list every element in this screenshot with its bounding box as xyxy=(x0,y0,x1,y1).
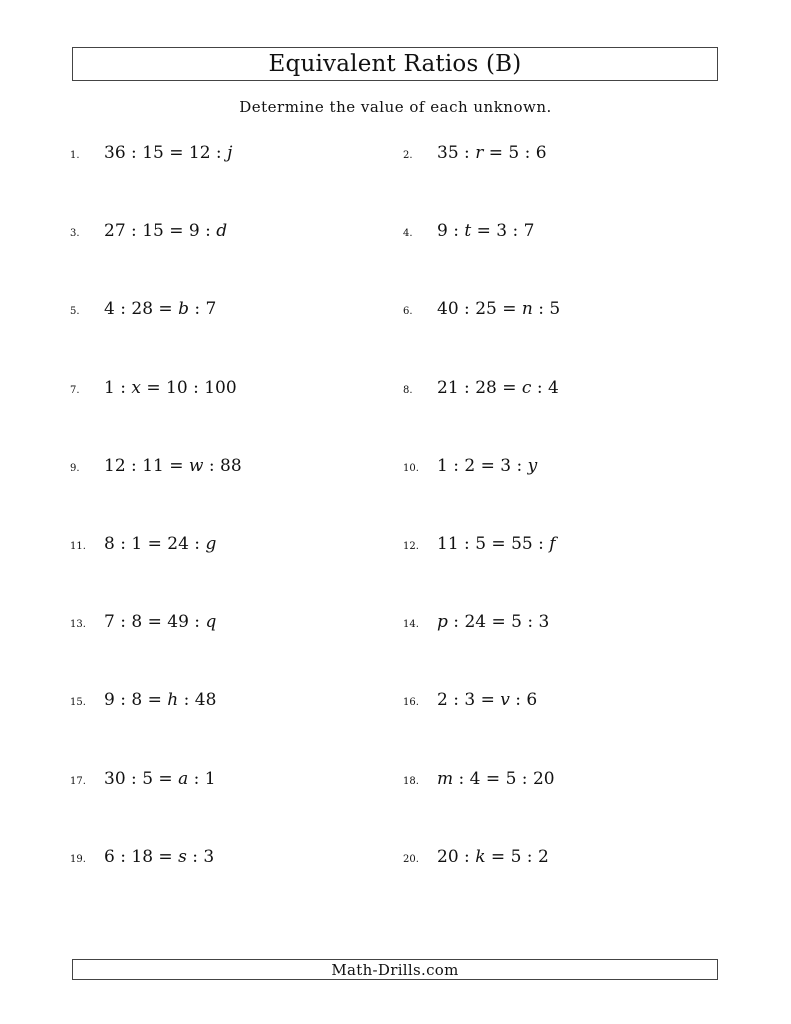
page-title: Equivalent Ratios (B) xyxy=(268,51,522,77)
ratio-equation xyxy=(437,221,534,241)
ratio-term: 7 xyxy=(104,612,115,632)
equals-sign: = xyxy=(485,847,511,867)
ratio-term: 5 xyxy=(505,769,517,789)
ratio-term: 3 xyxy=(496,221,508,241)
problem-item xyxy=(403,221,534,245)
unknown-variable: d xyxy=(216,221,228,241)
ratio-colon: : xyxy=(458,534,476,554)
ratio-colon: : xyxy=(447,221,465,241)
unknown-variable: w xyxy=(188,456,204,476)
ratio-colon: : xyxy=(521,612,539,632)
ratio-term: 5 xyxy=(510,847,522,867)
problem-number: 1. xyxy=(70,150,80,161)
ratio-colon: : xyxy=(114,612,132,632)
equals-sign: = xyxy=(163,221,189,241)
problem-number: 10. xyxy=(403,463,419,474)
ratio-colon: : xyxy=(178,690,195,710)
ratio-term: 7 xyxy=(205,299,217,319)
ratio-term: 10 xyxy=(166,378,188,398)
ratio-equation xyxy=(104,221,227,241)
ratio-term: 4 xyxy=(104,299,115,319)
ratio-colon: : xyxy=(125,221,143,241)
equals-sign: = xyxy=(480,769,506,789)
ratio-colon: : xyxy=(531,378,548,398)
ratio-colon: : xyxy=(532,299,550,319)
ratio-term: 11 xyxy=(142,456,164,476)
ratio-term: 3 xyxy=(500,456,512,476)
ratio-equation xyxy=(104,534,216,554)
equals-sign: = xyxy=(153,769,179,789)
ratio-term: 9 xyxy=(437,221,448,241)
problem-item xyxy=(70,299,216,323)
unknown-variable: x xyxy=(131,378,141,398)
ratio-term: 20 xyxy=(437,847,459,867)
ratio-term: 48 xyxy=(194,690,217,710)
ratio-term: 5 xyxy=(142,769,154,789)
equals-sign: = xyxy=(483,143,509,163)
ratio-term: 1 xyxy=(104,378,115,398)
ratio-colon: : xyxy=(114,847,132,867)
ratio-colon: : xyxy=(125,769,143,789)
equals-sign: = xyxy=(486,534,512,554)
ratio-colon: : xyxy=(453,769,470,789)
ratio-term: 9 xyxy=(104,690,115,710)
unknown-variable: c xyxy=(521,378,532,398)
problem-number: 9. xyxy=(70,463,80,474)
unknown-variable: p xyxy=(437,612,448,632)
equals-sign: = xyxy=(163,143,189,163)
problem-number: 15. xyxy=(70,697,86,708)
ratio-term: 3 xyxy=(464,690,476,710)
ratio-term: 28 xyxy=(131,299,154,319)
problem-item xyxy=(403,299,560,323)
problem-number: 20. xyxy=(403,854,419,865)
unknown-variable: h xyxy=(167,690,179,710)
ratio-colon: : xyxy=(114,378,132,398)
unknown-variable: t xyxy=(464,221,472,241)
ratio-colon: : xyxy=(521,847,538,867)
problem-number: 12. xyxy=(403,541,419,552)
ratio-equation xyxy=(437,299,560,319)
ratio-equation xyxy=(104,378,237,398)
ratio-term: 6 xyxy=(526,690,538,710)
unknown-variable: a xyxy=(178,769,189,789)
ratio-term: 49 xyxy=(167,612,189,632)
equals-sign: = xyxy=(142,690,168,710)
ratio-term: 1 xyxy=(131,534,143,554)
ratio-colon: : xyxy=(532,534,550,554)
ratio-colon: : xyxy=(188,769,205,789)
problem-number: 8. xyxy=(403,385,413,396)
ratio-equation xyxy=(437,769,555,789)
equals-sign: = xyxy=(471,221,497,241)
ratio-term: 2 xyxy=(437,690,448,710)
problem-item xyxy=(403,143,547,167)
problem-number: 19. xyxy=(70,854,86,865)
ratio-colon: : xyxy=(187,378,205,398)
problem-item xyxy=(70,690,216,714)
ratio-term: 100 xyxy=(204,378,237,398)
problem-item xyxy=(70,221,227,245)
problem-number: 7. xyxy=(70,385,80,396)
ratio-term: 36 xyxy=(104,143,126,163)
ratio-equation xyxy=(437,534,556,554)
ratio-equation xyxy=(104,299,216,319)
unknown-variable: v xyxy=(500,690,510,710)
ratio-term: 1 xyxy=(437,456,448,476)
ratio-term: 8 xyxy=(131,690,143,710)
ratio-equation xyxy=(104,456,242,476)
ratio-equation xyxy=(437,456,537,476)
ratio-term: 5 xyxy=(549,299,561,319)
ratio-colon: : xyxy=(186,847,204,867)
unknown-variable: m xyxy=(437,769,454,789)
ratio-term: 6 xyxy=(104,847,115,867)
ratio-colon: : xyxy=(125,456,143,476)
ratio-colon: : xyxy=(458,143,476,163)
problem-number: 16. xyxy=(403,697,419,708)
unknown-variable: s xyxy=(178,847,187,867)
problem-item xyxy=(403,378,559,402)
ratio-term: 2 xyxy=(464,456,476,476)
ratio-colon: : xyxy=(188,612,206,632)
ratio-term: 20 xyxy=(532,769,555,789)
equals-sign: = xyxy=(163,456,189,476)
equals-sign: = xyxy=(496,378,522,398)
ratio-term: 21 xyxy=(437,378,459,398)
equals-sign: = xyxy=(153,299,179,319)
problem-number: 5. xyxy=(70,306,80,317)
footer-box xyxy=(72,959,718,980)
ratio-term: 24 xyxy=(464,612,487,632)
ratio-term: 11 xyxy=(437,534,459,554)
ratio-term: 40 xyxy=(437,299,459,319)
ratio-term: 15 xyxy=(142,221,164,241)
footer-credit: Math-Drills.com xyxy=(331,960,459,979)
unknown-variable: n xyxy=(521,299,533,319)
problem-item xyxy=(70,378,237,402)
ratio-term: 4 xyxy=(547,378,559,398)
problem-number: 3. xyxy=(70,228,80,239)
ratio-term: 27 xyxy=(104,221,126,241)
ratio-term: 28 xyxy=(475,378,497,398)
ratio-term: 15 xyxy=(142,143,164,163)
unknown-variable: r xyxy=(475,143,484,163)
problem-number: 18. xyxy=(403,776,419,787)
ratio-colon: : xyxy=(203,456,220,476)
problem-item xyxy=(403,690,537,714)
ratio-term: 3 xyxy=(538,612,550,632)
ratio-equation xyxy=(437,847,549,867)
problem-number: 14. xyxy=(403,619,419,630)
ratio-term: 5 xyxy=(511,612,522,632)
problem-number: 13. xyxy=(70,619,86,630)
instructions: Determine the value of each unknown. xyxy=(239,98,552,116)
equals-sign: = xyxy=(153,847,179,867)
problem-item xyxy=(70,612,216,636)
equals-sign: = xyxy=(475,456,501,476)
equals-sign: = xyxy=(142,534,168,554)
ratio-colon: : xyxy=(188,299,206,319)
ratio-colon: : xyxy=(507,221,524,241)
equals-sign: = xyxy=(142,612,168,632)
ratio-term: 2 xyxy=(537,847,549,867)
unknown-variable: b xyxy=(178,299,189,319)
problem-item xyxy=(70,769,216,793)
ratio-term: 8 xyxy=(104,534,115,554)
ratio-colon: : xyxy=(199,221,217,241)
ratio-term: 1 xyxy=(204,769,216,789)
problem-number: 11. xyxy=(70,541,86,552)
ratio-colon: : xyxy=(458,299,476,319)
problem-item xyxy=(403,769,555,793)
unknown-variable: k xyxy=(475,847,486,867)
problem-number: 4. xyxy=(403,228,413,239)
unknown-variable: y xyxy=(527,456,538,476)
ratio-term: 6 xyxy=(535,143,547,163)
ratio-term: 24 xyxy=(167,534,189,554)
ratio-term: 4 xyxy=(469,769,481,789)
ratio-term: 18 xyxy=(131,847,154,867)
ratio-term: 25 xyxy=(475,299,497,319)
ratio-term: 3 xyxy=(203,847,215,867)
ratio-term: 7 xyxy=(523,221,535,241)
ratio-term: 8 xyxy=(131,612,143,632)
problem-item xyxy=(403,847,549,871)
ratio-term: 30 xyxy=(104,769,126,789)
unknown-variable: f xyxy=(549,534,556,554)
problem-item xyxy=(70,534,216,558)
ratio-colon: : xyxy=(188,534,206,554)
unknown-variable: q xyxy=(205,612,217,632)
ratio-colon: : xyxy=(447,612,465,632)
problem-item xyxy=(403,612,549,636)
ratio-term: 5 xyxy=(475,534,487,554)
ratio-equation xyxy=(437,612,549,632)
problem-number: 6. xyxy=(403,306,413,317)
ratio-colon: : xyxy=(519,143,536,163)
ratio-term: 5 xyxy=(508,143,520,163)
ratio-colon: : xyxy=(114,299,132,319)
ratio-colon: : xyxy=(114,690,132,710)
ratio-colon: : xyxy=(114,534,132,554)
problem-item xyxy=(70,456,242,480)
ratio-equation xyxy=(104,690,216,710)
ratio-term: 12 xyxy=(188,143,211,163)
ratio-colon: : xyxy=(458,847,476,867)
ratio-equation xyxy=(104,143,232,163)
ratio-term: 35 xyxy=(437,143,459,163)
problem-number: 17. xyxy=(70,776,86,787)
problem-item xyxy=(403,456,537,480)
ratio-term: 9 xyxy=(188,221,200,241)
ratio-colon: : xyxy=(516,769,533,789)
ratio-colon: : xyxy=(210,143,228,163)
ratio-equation xyxy=(437,378,559,398)
ratio-term: 55 xyxy=(511,534,533,554)
problem-item xyxy=(403,534,556,558)
ratio-equation xyxy=(104,612,216,632)
ratio-colon: : xyxy=(511,456,528,476)
ratio-equation xyxy=(104,847,214,867)
equals-sign: = xyxy=(140,378,167,398)
problem-number: 2. xyxy=(403,150,413,161)
ratio-colon: : xyxy=(458,378,476,398)
unknown-variable: j xyxy=(227,143,233,163)
equals-sign: = xyxy=(486,612,512,632)
ratio-colon: : xyxy=(509,690,527,710)
ratio-equation xyxy=(437,690,537,710)
ratio-term: 88 xyxy=(220,456,242,476)
equals-sign: = xyxy=(496,299,522,319)
problem-item xyxy=(70,143,232,167)
ratio-equation xyxy=(437,143,547,163)
ratio-equation xyxy=(104,769,216,789)
equals-sign: = xyxy=(475,690,501,710)
ratio-colon: : xyxy=(125,143,143,163)
ratio-colon: : xyxy=(447,690,465,710)
ratio-colon: : xyxy=(447,456,465,476)
unknown-variable: g xyxy=(205,534,217,554)
ratio-term: 12 xyxy=(104,456,126,476)
problem-item xyxy=(70,847,214,871)
